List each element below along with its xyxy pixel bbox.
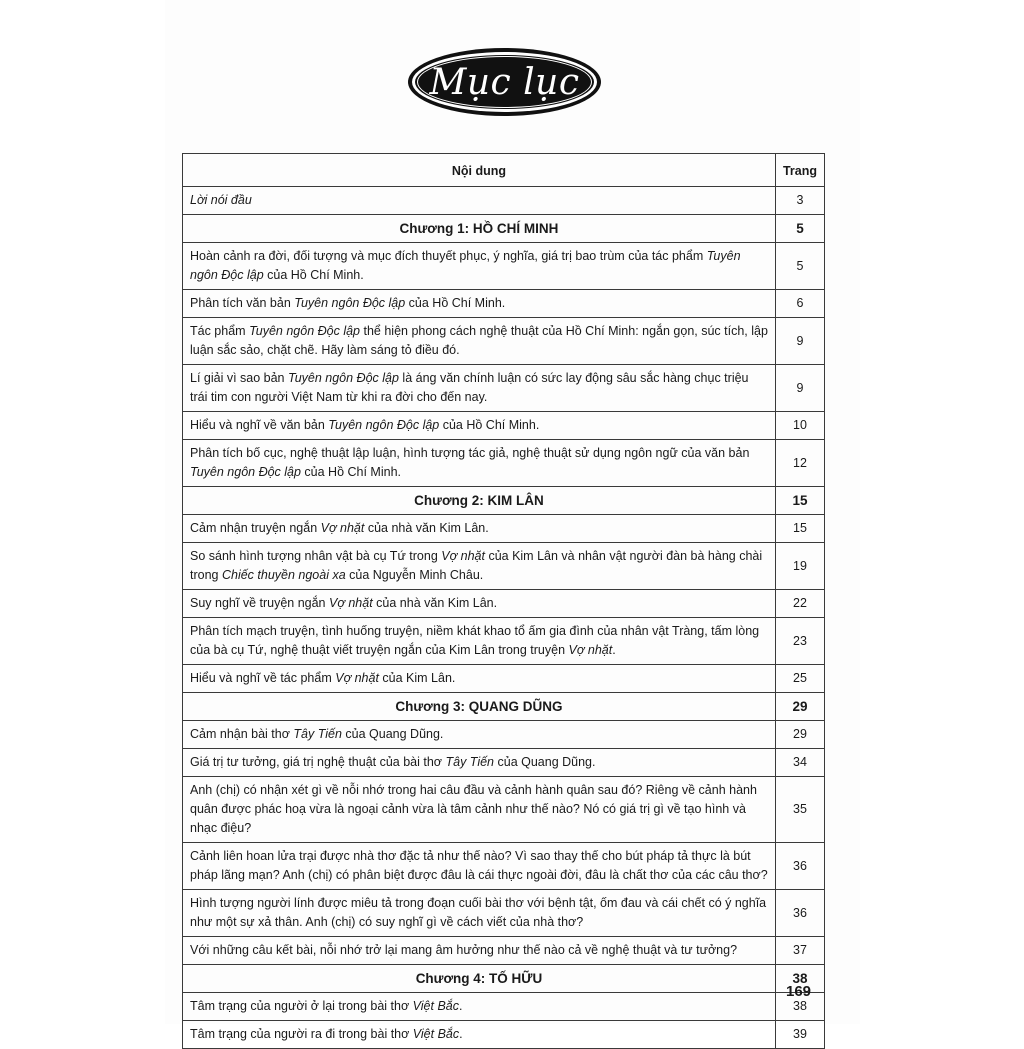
toc-page-number: 12 xyxy=(775,440,824,487)
toc-page-number: 19 xyxy=(775,543,824,590)
entry-text-segment: Phân tích văn bản xyxy=(190,296,295,310)
entry-text-segment: Phân tích bố cục, nghệ thuật lập luận, hình tượng tác giả, nghệ thuật sử dụng ngôn ngữ của văn bản xyxy=(190,446,750,460)
page-column-header: Trang xyxy=(775,154,824,187)
toc-entry-row xyxy=(183,440,825,487)
toc-entry-row xyxy=(183,721,825,749)
chapter-heading: Chương 2: KIM LÂN xyxy=(183,487,776,515)
work-title-italic: Tuyên ngôn Độc lập xyxy=(294,296,406,310)
toc-entry-row xyxy=(183,749,825,777)
toc-entry-text xyxy=(183,749,776,777)
toc-entry-text xyxy=(183,590,776,618)
toc-entry-text xyxy=(183,318,776,365)
toc-entry-text xyxy=(183,543,776,590)
toc-entry-row xyxy=(183,318,825,365)
entry-text-segment: của Nguyễn Minh Châu. xyxy=(345,568,484,582)
toc-entry-text xyxy=(183,187,776,215)
toc-entry-text xyxy=(183,412,776,440)
chapter-heading: Chương 1: HỒ CHÍ MINH xyxy=(183,215,776,243)
toc-chapter-row xyxy=(183,215,825,243)
work-title-italic: Vợ nhặt xyxy=(320,521,365,535)
toc-page-number: 22 xyxy=(775,590,824,618)
toc-entry-text xyxy=(183,937,776,965)
toc-page-number: 29 xyxy=(775,721,824,749)
toc-page-number: 36 xyxy=(775,843,824,890)
work-title-italic: Tây Tiến xyxy=(445,755,495,769)
entry-text-segment: thể hiện phong cách nghệ thuật của Hồ Chí Minh: ngắn gọn, súc tích, lập luận sắc sảo, chặt chẽ. Hãy làm sáng tỏ điều đó. xyxy=(190,324,768,357)
entry-text-segment: . xyxy=(458,999,463,1013)
toc-page-number: 25 xyxy=(775,665,824,693)
toc-entry-row xyxy=(183,1021,825,1049)
toc-entry-text xyxy=(183,665,776,693)
toc-page-number: 15 xyxy=(775,515,824,543)
toc-chapter-row xyxy=(183,693,825,721)
work-title-italic: Tuyên ngôn Độc lập xyxy=(287,371,399,385)
entry-text-segment: Anh (chị) có nhận xét gì về nỗi nhớ trong hai câu đầu và cảnh hành quân sau đó? Riêng về cảnh hành quân được phác hoạ vừa là ngoại cảnh vừa là tâm cảnh như thế nào? Nó có giá trị gì về tạo hình và nhạc điệu? xyxy=(190,783,757,835)
toc-entry-row xyxy=(183,777,825,843)
toc-entry-row xyxy=(183,290,825,318)
entry-text-segment: . xyxy=(612,643,616,657)
toc-page-number: 36 xyxy=(775,890,824,937)
entry-text-segment: của Hồ Chí Minh. xyxy=(300,465,401,479)
entry-text-segment: Phân tích mạch truyện, tình huống truyện, niềm khát khao tổ ấm gia đình của nhân vật Tràng, tấm lòng của bà cụ Tứ, nghệ thuật viết truyện ngắn của Kim Lân trong truyện xyxy=(190,624,760,657)
toc-body xyxy=(183,187,825,1049)
entry-text-segment: Cảnh liên hoan lửa trại được nhà thơ đặc tả như thế nào? Vì sao thay thế cho bút pháp tả thực là bút pháp lãng mạn? Anh (chị) có phân biệt được đâu là cái thực ngoài đời, đâu là chất thơ của các câu thơ? xyxy=(190,849,768,882)
toc-entry-row xyxy=(183,412,825,440)
work-title-italic: Vợ nhặt xyxy=(441,549,485,563)
work-title-italic: Việt Bắc xyxy=(412,999,459,1013)
toc-page-number: 5 xyxy=(775,243,824,290)
title-badge xyxy=(412,52,597,112)
work-title-italic: Tây Tiến xyxy=(293,727,342,741)
work-title-italic: Vợ nhặt xyxy=(335,671,379,685)
page-number: 169 xyxy=(786,983,812,1000)
toc-entry-row xyxy=(183,993,825,1021)
toc-entry-row xyxy=(183,665,825,693)
toc-chapter-row xyxy=(183,487,825,515)
toc-page-number: 35 xyxy=(775,777,824,843)
toc-entry-row xyxy=(183,590,825,618)
toc-page-number: 15 xyxy=(775,487,824,515)
toc-entry-text xyxy=(183,440,776,487)
work-title-italic: Lời nói đầu xyxy=(190,193,252,207)
toc-page-number: 23 xyxy=(775,618,824,665)
work-title-italic: Chiếc thuyền ngoài xa xyxy=(221,568,346,582)
toc-entry-text xyxy=(183,721,776,749)
toc-table xyxy=(182,153,825,1049)
entry-text-segment: Hình tượng người lính được miêu tả trong đoạn cuối bài thơ với bệnh tật, ốm đau và cái chết có ý nghĩa như một sự xả thân. Anh (chị) có suy nghĩ gì về cách viết của nhà thơ? xyxy=(190,896,767,929)
entry-text-segment: So sánh hình tượng nhân vật bà cụ Tứ trong xyxy=(190,549,442,563)
entry-text-segment: của Hồ Chí Minh. xyxy=(263,268,364,282)
toc-entry-text xyxy=(183,290,776,318)
content-column-header: Nội dung xyxy=(183,154,776,187)
entry-text-segment: Lí giải vì sao bản xyxy=(190,371,288,385)
work-title-italic: Tuyên ngôn Độc lập xyxy=(328,418,440,432)
entry-text-segment: Với những câu kết bài, nỗi nhớ trở lại mang âm hưởng như thế nào cả về nghệ thuật và tư tưởng? xyxy=(190,943,738,957)
toc-entry-text xyxy=(183,843,776,890)
toc-page-number: 9 xyxy=(775,318,824,365)
entry-text-segment: của Kim Lân. xyxy=(378,671,456,685)
entry-text-segment: Hiểu và nghĩ về văn bản xyxy=(190,418,329,432)
toc-page-number: 34 xyxy=(775,749,824,777)
chapter-heading: Chương 3: QUANG DŨNG xyxy=(183,693,776,721)
toc-page-number: 38 xyxy=(775,965,824,993)
toc-entry-text xyxy=(183,618,776,665)
toc-page-number: 6 xyxy=(775,290,824,318)
entry-text-segment: của nhà văn Kim Lân. xyxy=(364,521,489,535)
entry-text-segment: Cảm nhận truyện ngắn xyxy=(190,521,321,535)
work-title-italic: Tuyên ngôn Độc lập xyxy=(249,324,361,338)
toc-page-number: 29 xyxy=(775,693,824,721)
toc-entry-row xyxy=(183,890,825,937)
toc-entry-row xyxy=(183,618,825,665)
toc-page-number: 37 xyxy=(775,937,824,965)
toc-entry-text xyxy=(183,515,776,543)
toc-page-number: 10 xyxy=(775,412,824,440)
entry-text-segment: của Hồ Chí Minh. xyxy=(405,296,506,310)
work-title-italic: Tuyên ngôn Độc lập xyxy=(190,465,301,479)
page-title: Mục lục xyxy=(429,61,580,103)
toc-header-row xyxy=(183,154,825,187)
toc-entry-row xyxy=(183,543,825,590)
toc-page-number: 5 xyxy=(775,215,824,243)
work-title-italic: Việt Bắc xyxy=(412,1027,460,1041)
entry-text-segment: của nhà văn Kim Lân. xyxy=(372,596,498,610)
toc-entry-row xyxy=(183,843,825,890)
entry-text-segment: Hoàn cảnh ra đời, đối tượng và mục đích thuyết phục, ý nghĩa, giá trị bao trùm của tác phẩm xyxy=(190,249,707,263)
entry-text-segment: Tác phẩm xyxy=(190,324,250,338)
toc-page-number: 3 xyxy=(775,187,824,215)
entry-text-segment: . xyxy=(459,1027,463,1041)
entry-text-segment: là áng văn chính luận có sức lay động sâu sắc hàng chục triệu trái tim con người Việt Nam từ khi ra đời cho đến nay. xyxy=(190,371,749,404)
toc-entry-text xyxy=(183,1021,776,1049)
entry-text-segment: của Quang Dũng. xyxy=(494,755,596,769)
toc-page-number: 39 xyxy=(775,1021,824,1049)
toc-page-number: 9 xyxy=(775,365,824,412)
entry-text-segment: Hiểu và nghĩ về tác phẩm xyxy=(190,671,336,685)
work-title-italic: Vợ nhặt xyxy=(568,643,613,657)
toc-page-number: 38 xyxy=(775,993,824,1021)
work-title-italic: Tuyên ngôn Độc lập xyxy=(190,249,741,282)
entry-text-segment: của Quang Dũng. xyxy=(341,727,444,741)
chapter-heading: Chương 4: TỐ HỮU xyxy=(183,965,776,993)
toc-entry-row xyxy=(183,515,825,543)
toc-entry-text xyxy=(183,777,776,843)
toc-entry-row xyxy=(183,937,825,965)
entry-text-segment: Giá trị tư tưởng, giá trị nghệ thuật của bài thơ xyxy=(190,755,446,769)
toc-entry-row xyxy=(183,243,825,290)
toc-entry-text xyxy=(183,365,776,412)
toc-entry-row xyxy=(183,187,825,215)
entry-text-segment: của Kim Lân và nhân vật người đàn bà hàng chài trong xyxy=(190,549,763,582)
toc-entry-row xyxy=(183,365,825,412)
toc-entry-text xyxy=(183,890,776,937)
entry-text-segment: Cảm nhận bài thơ xyxy=(190,727,294,741)
entry-text-segment: của Hồ Chí Minh. xyxy=(439,418,540,432)
entry-text-segment: Suy nghĩ về truyện ngắn xyxy=(190,596,329,610)
toc-entry-text xyxy=(183,993,776,1021)
work-title-italic: Vợ nhặt xyxy=(328,596,373,610)
toc-chapter-row xyxy=(183,965,825,993)
entry-text-segment: Tâm trạng của người ra đi trong bài thơ xyxy=(190,1027,413,1041)
toc-entry-text xyxy=(183,243,776,290)
entry-text-segment: Tâm trạng của người ở lại trong bài thơ xyxy=(190,999,413,1013)
